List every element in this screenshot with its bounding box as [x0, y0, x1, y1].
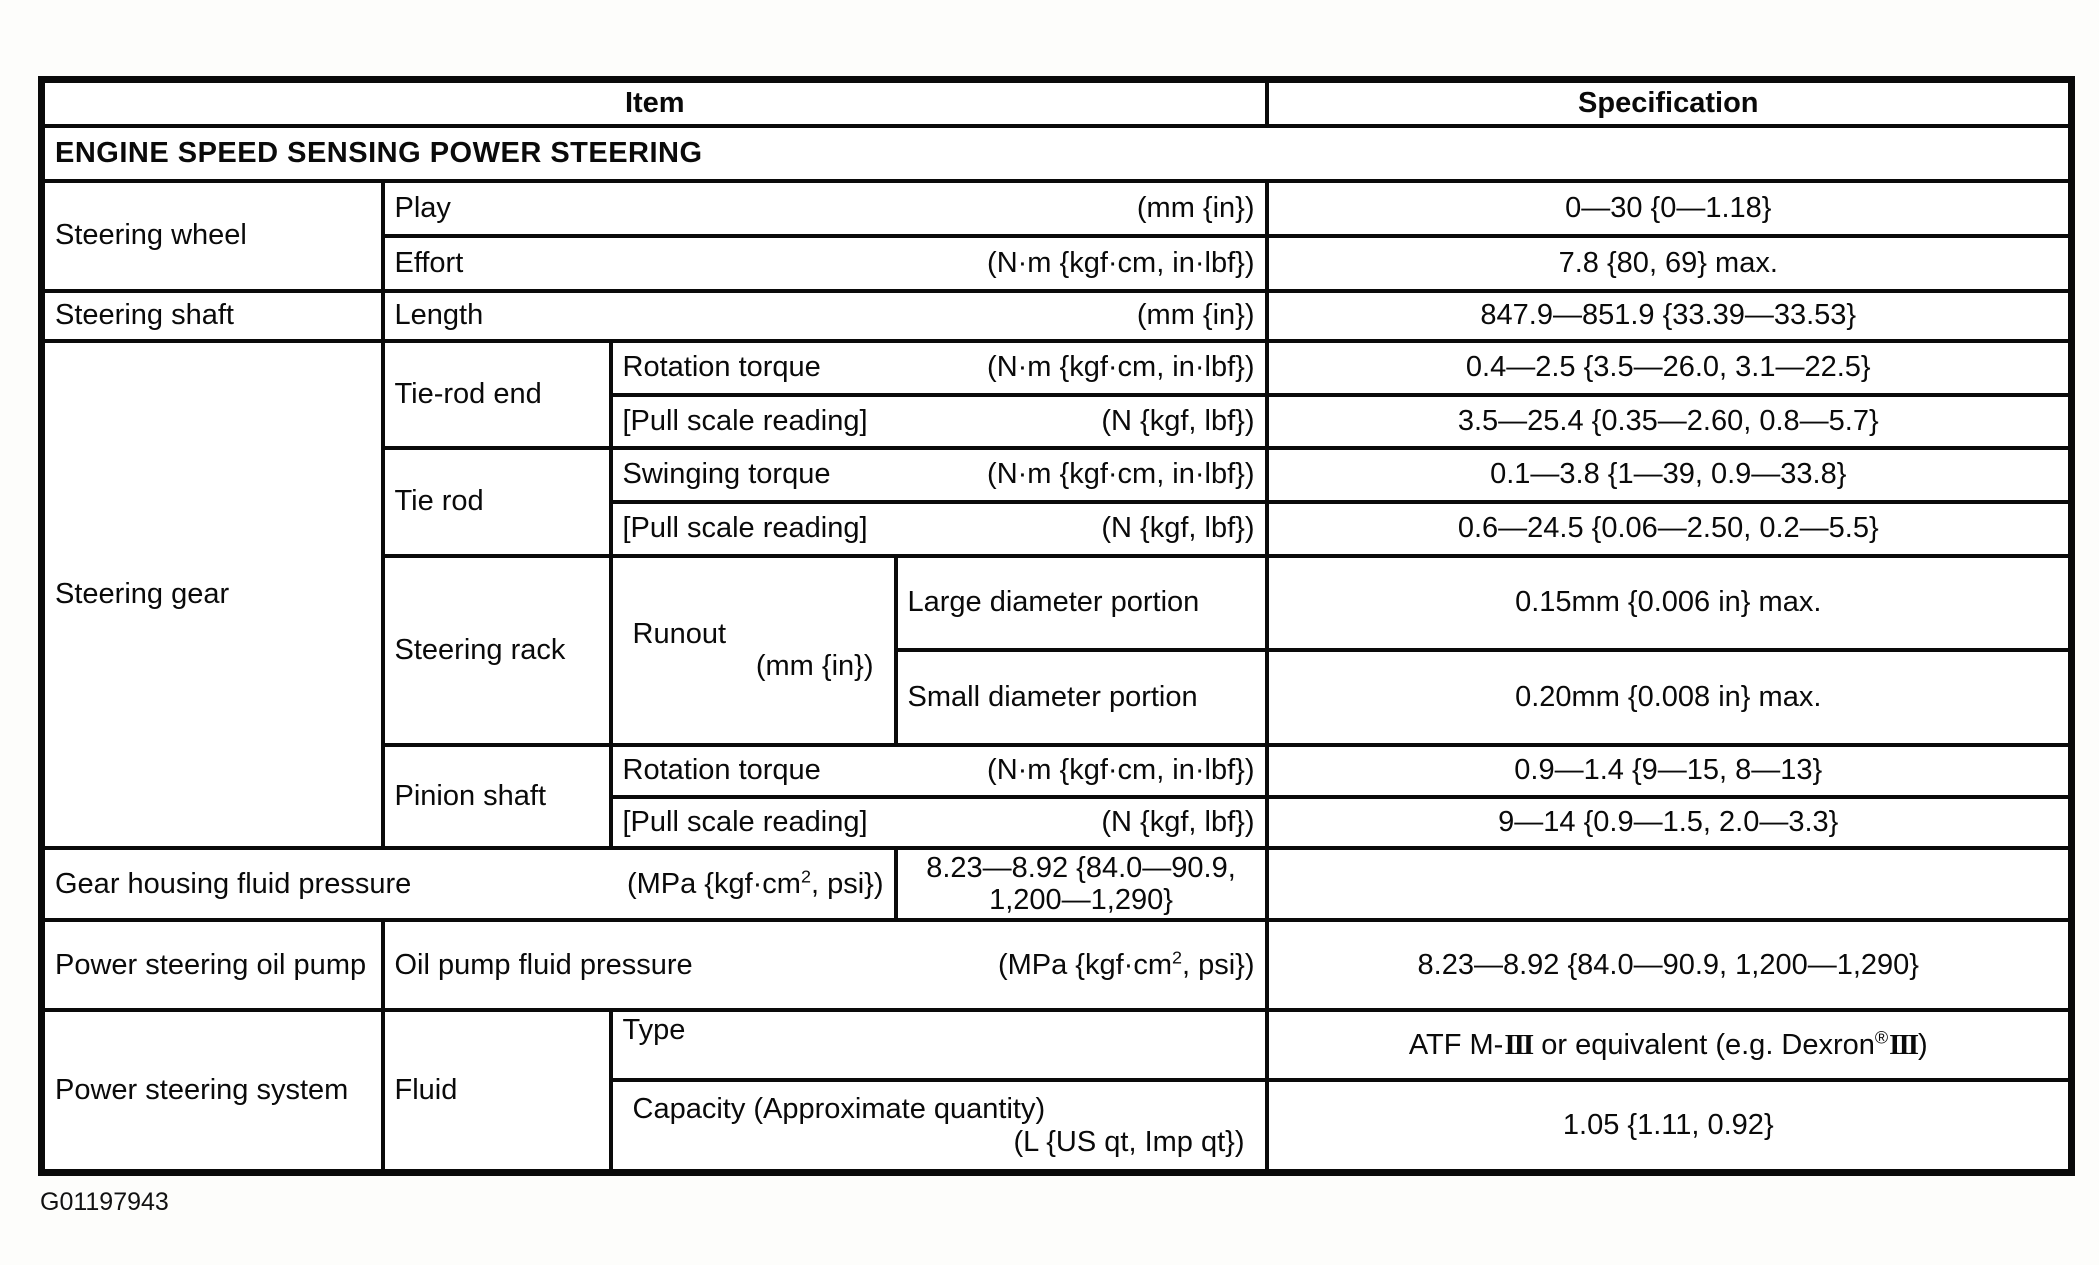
tie-rod-end-pull-scale-unit: (N {kgf, lbf}) — [1101, 404, 1255, 437]
cell-oil-pump-fluid-pressure — [383, 920, 1267, 1010]
row-label-steering-shaft: Steering shaft — [42, 291, 383, 341]
runout-label: Runout — [632, 617, 727, 650]
tie-rod-end-pull-scale-spec: 3.5—25.4 {0.35—2.60, 0.8—5.7} — [1267, 395, 2072, 448]
pinion-pull-scale-spec: 9—14 {0.9—1.5, 2.0—3.3} — [1267, 797, 2072, 848]
table-row — [42, 920, 2072, 1010]
cell-runout — [611, 556, 896, 745]
roman-numeral: III — [1889, 1029, 1918, 1062]
figure-code: G01197943 — [40, 1188, 169, 1216]
capacity-spec: 1.05 {1.11, 0.92} — [1267, 1080, 2072, 1172]
pinion-pull-scale-unit: (N {kgf, lbf}) — [1101, 805, 1255, 838]
table-row — [42, 181, 2072, 236]
unit-sup: 2 — [800, 866, 811, 887]
tie-rod-swinging-torque-label: Swinging torque — [622, 458, 831, 491]
capacity-unit: (L {US qt, Imp qt}) — [1013, 1125, 1245, 1158]
roman-numeral: III — [1504, 1029, 1533, 1062]
fluid-type-spec — [1267, 1010, 2072, 1080]
tie-rod-pull-scale-unit: (N {kgf, lbf}) — [1101, 512, 1255, 545]
gear-housing-label: Gear housing fluid pressure — [55, 867, 412, 900]
cell-play — [383, 181, 1267, 236]
table-row — [42, 291, 2072, 341]
sub-label-steering-rack: Steering rack — [383, 556, 611, 745]
sub-label-fluid: Fluid — [383, 1010, 611, 1172]
effort-label: Effort — [394, 246, 464, 279]
row-label-steering-gear: Steering gear — [42, 341, 383, 848]
cell-fluid-capacity — [611, 1080, 1267, 1172]
length-unit: (mm {in}) — [1136, 299, 1255, 332]
cell-length — [383, 291, 1267, 341]
pinion-rotation-torque-label: Rotation torque — [622, 754, 821, 787]
cell-tie-rod-end-pull-scale — [611, 395, 1267, 448]
length-spec: 847.9—851.9 {33.39—33.53} — [1267, 291, 2072, 341]
row-label-steering-wheel: Steering wheel — [42, 181, 383, 291]
cell-large-diameter-portion: Large diameter portion — [896, 556, 1267, 650]
row-label-power-steering-system: Power steering system — [42, 1010, 383, 1172]
tie-rod-end-rotation-torque-spec: 0.4—2.5 {3.5—26.0, 3.1—22.5} — [1267, 341, 2072, 395]
effort-spec: 7.8 {80, 69} max. — [1267, 236, 2072, 291]
oil-pump-pressure-unit — [998, 949, 1255, 981]
specification-column-header: Specification — [1267, 80, 2072, 126]
cell-tie-rod-swinging-torque — [611, 448, 1267, 502]
table-row — [42, 848, 2072, 921]
unit-sup: 2 — [1171, 947, 1182, 968]
large-diameter-spec: 0.15mm {0.006 in} max. — [1267, 556, 2072, 650]
unit-text: (MPa {kgf·cm — [626, 867, 801, 900]
section-row — [42, 126, 2072, 181]
unit-text: , psi}) — [810, 867, 884, 900]
sub-label-tie-rod-end: Tie-rod end — [383, 341, 611, 448]
tie-rod-end-rotation-torque-label: Rotation torque — [622, 351, 821, 384]
section-title: ENGINE SPEED SENSING POWER STEERING — [42, 126, 2072, 181]
gear-housing-unit — [627, 868, 884, 900]
oil-pump-pressure-label: Oil pump fluid pressure — [394, 949, 693, 982]
tie-rod-pull-scale-spec: 0.6—24.5 {0.06—2.50, 0.2—5.5} — [1267, 502, 2072, 556]
cell-pinion-rotation-torque — [611, 745, 1267, 797]
pinion-pull-scale-label: [Pull scale reading] — [622, 805, 868, 838]
capacity-label: Capacity (Approximate quantity) — [632, 1093, 1046, 1126]
unit-text: , psi}) — [1181, 949, 1255, 982]
row-label-power-steering-oil-pump: Power steering oil pump — [42, 920, 383, 1010]
pinion-rotation-torque-unit: (N·m {kgf·cm, in·lbf}) — [987, 754, 1255, 787]
effort-unit: (N·m {kgf·cm, in·lbf}) — [987, 246, 1255, 279]
registered-trademark-symbol: ® — [1874, 1027, 1889, 1048]
header-row — [42, 80, 2072, 126]
sub-label-tie-rod: Tie rod — [383, 448, 611, 556]
cell-gear-housing-fluid-pressure — [42, 848, 896, 921]
unit-text: (MPa {kgf·cm — [997, 949, 1172, 982]
cell-small-diameter-portion: Small diameter portion — [896, 650, 1267, 745]
power-steering-spec-table — [38, 76, 2075, 1176]
play-unit: (mm {in}) — [1136, 191, 1255, 224]
tie-rod-end-pull-scale-label: [Pull scale reading] — [622, 404, 868, 437]
item-column-header: Item — [42, 80, 1267, 126]
spec-text: ATF M- — [1408, 1029, 1504, 1062]
play-spec: 0—30 {0—1.18} — [1267, 181, 2072, 236]
spec-text: ) — [1918, 1029, 1928, 1062]
sub-label-pinion-shaft: Pinion shaft — [383, 745, 611, 848]
runout-unit: (mm {in}) — [755, 650, 874, 682]
table-row — [42, 1010, 2072, 1080]
specification-table-page — [38, 76, 2075, 1176]
cell-tie-rod-pull-scale — [611, 502, 1267, 556]
play-label: Play — [394, 191, 451, 224]
spec-text: or equivalent (e.g. Dexron — [1533, 1029, 1875, 1062]
length-label: Length — [394, 299, 484, 332]
gear-housing-spec: 8.23—8.92 {84.0—90.9, 1,200—1,290} — [896, 848, 1267, 921]
tie-rod-swinging-torque-unit: (N·m {kgf·cm, in·lbf}) — [987, 458, 1255, 491]
oil-pump-pressure-spec: 8.23—8.92 {84.0—90.9, 1,200—1,290} — [1267, 920, 2072, 1010]
cell-fluid-type: Type — [611, 1010, 1267, 1080]
table-row — [42, 341, 2072, 395]
tie-rod-pull-scale-label: [Pull scale reading] — [622, 512, 868, 545]
tie-rod-end-rotation-torque-unit: (N·m {kgf·cm, in·lbf}) — [987, 351, 1255, 384]
tie-rod-swinging-torque-spec: 0.1—3.8 {1—39, 0.9—33.8} — [1267, 448, 2072, 502]
cell-pinion-pull-scale — [611, 797, 1267, 848]
cell-tie-rod-end-rotation-torque — [611, 341, 1267, 395]
small-diameter-spec: 0.20mm {0.008 in} max. — [1267, 650, 2072, 745]
cell-effort — [383, 236, 1267, 291]
pinion-rotation-torque-spec: 0.9—1.4 {9—15, 8—13} — [1267, 745, 2072, 797]
